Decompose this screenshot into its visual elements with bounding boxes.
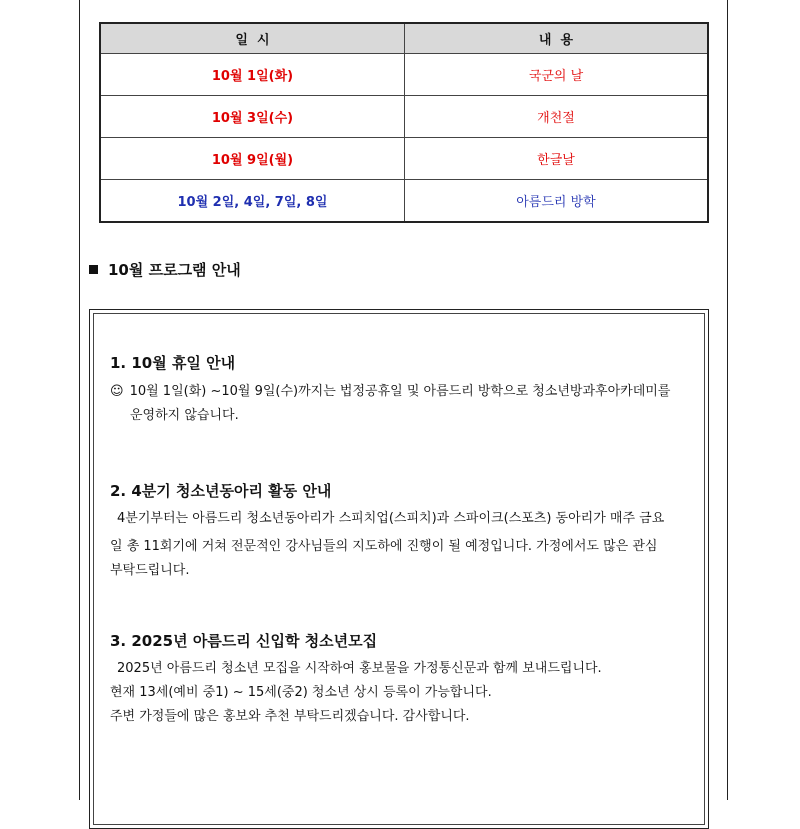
row-date: 10월 1일(화) [100, 54, 405, 96]
row-date: 10월 2일, 4일, 7일, 8일 [100, 180, 405, 223]
page-border-left [79, 0, 80, 800]
row-date: 10월 3일(수) [100, 96, 405, 138]
item2-line3: 부탁드립니다. [110, 563, 190, 578]
item2-line1: 4분기부터는 아름드리 청소년동아리가 스피치업(스피치)과 스파이크(스포츠) 동아리가 매주 금요 [117, 511, 665, 526]
row-content: 국군의 날 [405, 54, 709, 96]
item3-line1: 2025년 아름드리 청소년 모집을 시작하여 홍보물을 가정통신문과 함께 보내드립니다. [117, 661, 602, 676]
row-content: 개천절 [405, 96, 709, 138]
table-row [100, 180, 708, 223]
item3-title: 3. 2025년 아름드리 신입학 청소년모집 [110, 632, 378, 650]
square-bullet-icon [89, 265, 98, 274]
item1-title: 1. 10월 휴일 안내 [110, 354, 236, 372]
item2-line2: 일 총 11회기에 거쳐 전문적인 강사님들의 지도하에 진행이 될 예정입니다. 가정에서도 많은 관심 [110, 539, 658, 554]
smile-icon: ☺ [110, 384, 124, 399]
program-box [89, 309, 709, 829]
page-border-right [727, 0, 728, 800]
row-content: 아름드리 방학 [405, 180, 709, 223]
item3-line3: 주변 가정들에 많은 홍보와 추천 부탁드리겠습니다. 감사합니다. [110, 709, 470, 724]
header-date: 일 시 [100, 23, 405, 54]
section-title: 10월 프로그램 안내 [108, 261, 241, 279]
item1-line1 [110, 380, 700, 404]
item1-line2: 운영하지 않습니다. [130, 408, 239, 423]
item1-line1-text: 10월 1일(화) ~10월 9일(수)까지는 법정공휴일 및 아름드리 방학으로 청소년방과후아카데미를 [129, 384, 671, 399]
table-row [100, 96, 708, 138]
table-row [100, 54, 708, 96]
row-date: 10월 9일(월) [100, 138, 405, 180]
item2-title: 2. 4분기 청소년동아리 활동 안내 [110, 482, 332, 500]
section-heading [89, 259, 241, 280]
table-row [100, 138, 708, 180]
row-content: 한글날 [405, 138, 709, 180]
item3-line2: 현재 13세(예비 중1) ~ 15세(중2) 청소년 상시 등록이 가능합니다. [110, 685, 492, 700]
header-content: 내 용 [405, 23, 709, 54]
schedule-header-row [100, 23, 708, 54]
schedule-table [99, 22, 709, 223]
